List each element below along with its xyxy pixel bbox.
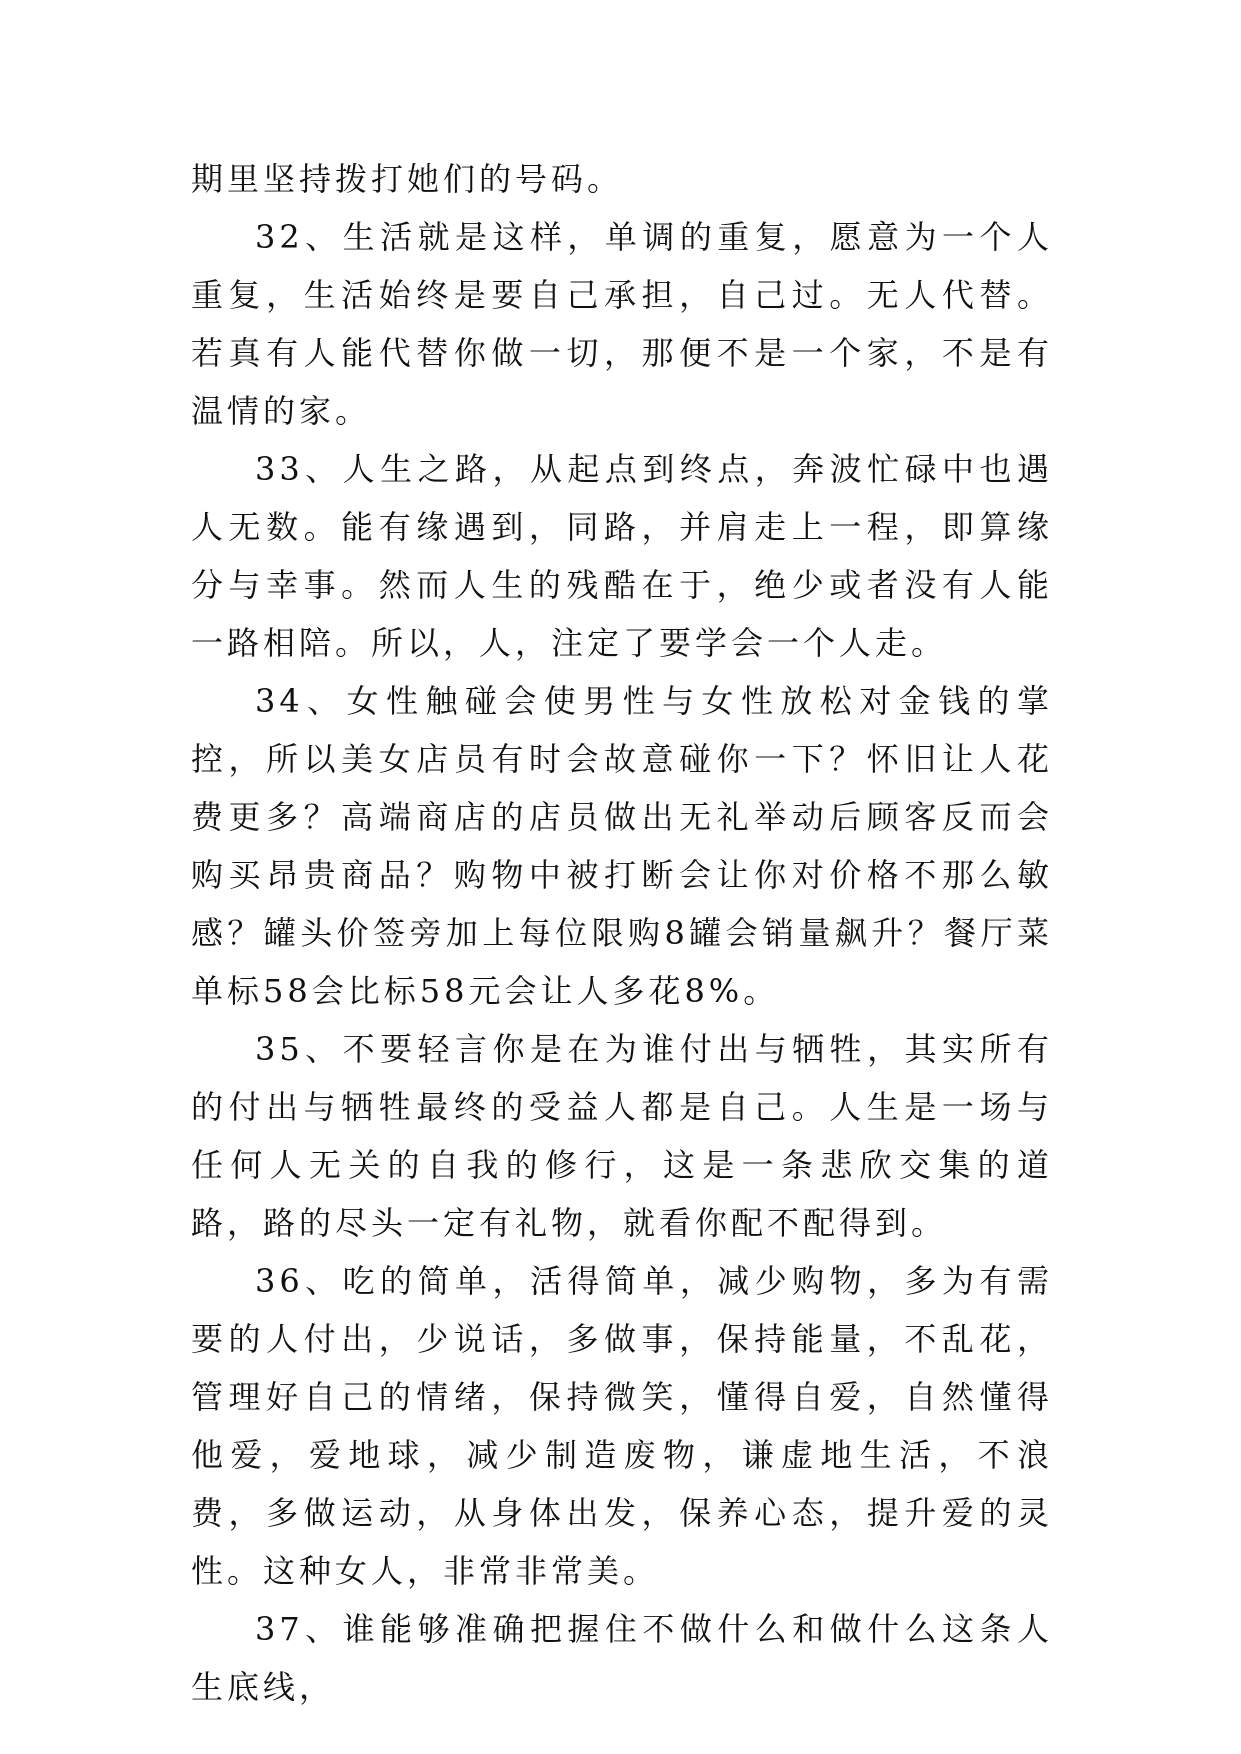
paragraph-37: 37、谁能够准确把握住不做什么和做什么这条人生底线， (191, 1610, 1053, 1706)
paragraph-35: 35、不要轻言你是在为谁付出与牺牲，其实所有的付出与牺牲最终的受益人都是自己。人生是一场与任何人无关的自我的修行，这是一条悲欣交集的道路，路的尽头一定有礼物，就看你配不配得到。 (191, 1030, 1053, 1242)
paragraph-32: 32、生活就是这样，单调的重复，愿意为一个人重复，生活始终是要自己承担，自己过。无人代替。若真有人能代替你做一切，那便不是一个家，不是有温情的家。 (191, 218, 1053, 430)
paragraph-33: 33、人生之路，从起点到终点，奔波忙碌中也遇人无数。能有缘遇到，同路，并肩走上一程，即算缘分与幸事。然而人生的残酷在于，绝少或者没有人能一路相陪。所以，人，注定了要学会一个人走。 (191, 450, 1053, 662)
paragraph-36: 36、吃的简单，活得简单，减少购物，多为有需要的人付出，少说话，多做事，保持能量，不乱花，管理好自己的情绪，保持微笑，懂得自爱，自然懂得他爱，爱地球，减少制造废物，谦虚地生活，不浪费，多做运动，从身体出发，保养心态，提升爱的灵性。这种女人，非常非常美。 (191, 1262, 1053, 1590)
paragraph-continued: 期里坚持拨打她们的号码。 (191, 160, 624, 198)
document-body (191, 150, 1053, 1716)
paragraph-34: 34、女性触碰会使男性与女性放松对金钱的掌控，所以美女店员有时会故意碰你一下？怀旧让人花费更多？高端商店的店员做出无礼举动后顾客反而会购买昂贵商品？购物中被打断会让你对价格不那么敏感？罐头价签旁加上每位限购8罐会销量飙升？餐厅菜单标58会比标58元会让人多花8%。 (191, 682, 1053, 1010)
